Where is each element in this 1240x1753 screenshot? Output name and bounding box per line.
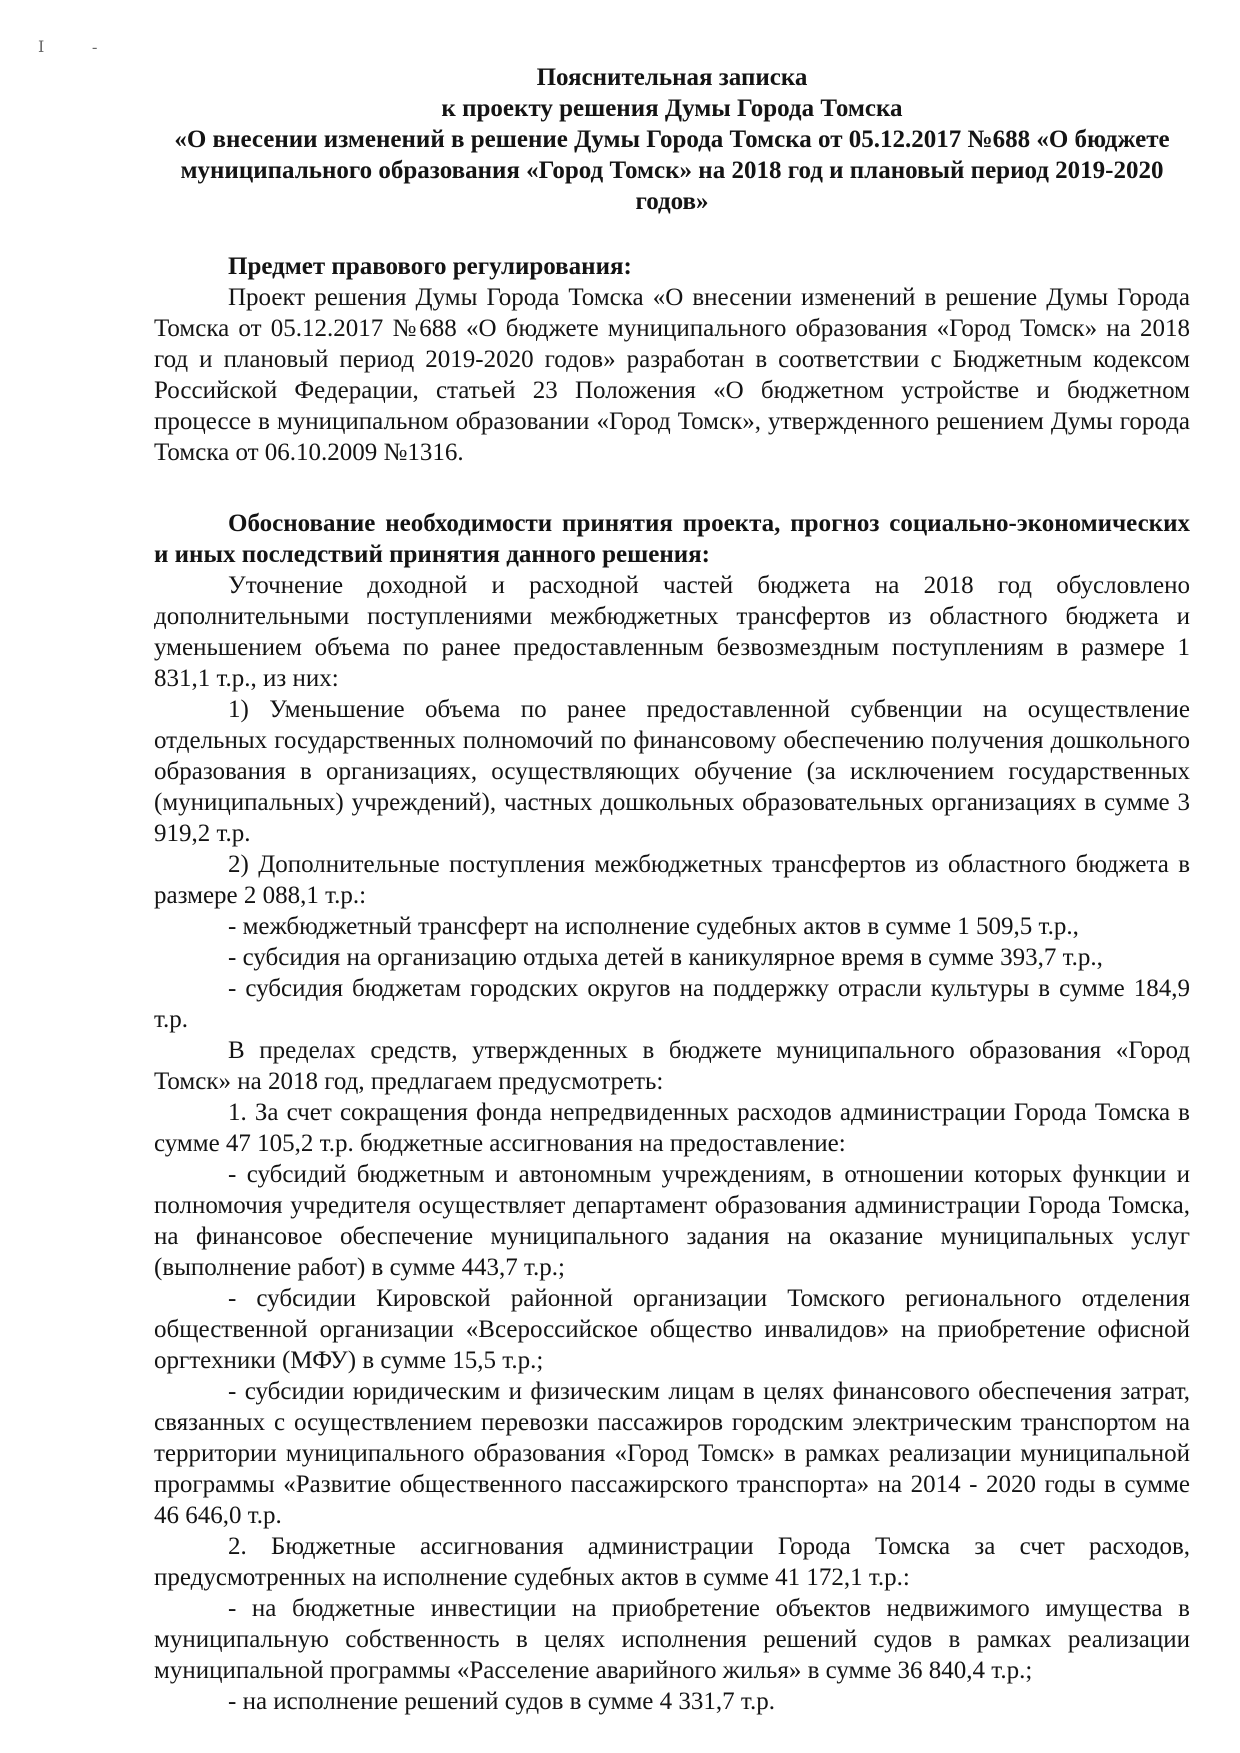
scan-mark-left: Ⅰ (38, 39, 45, 56)
section-paragraph: Проект решения Думы Города Томска «О внесении изменений в решение Думы Города Томска от 05.12.2017 №688 «О бюджете муниципального образования «Город Томск» на 2018 год и плановый период 2019-2020 годов» разработан в соответствии с Бюджетным кодексом Российской Федерации, статьей 23 Положения «О бюджетном устройстве и бюджетном процессе в муниципальном образовании «Город Томск», утвержденного решением Думы города Томска от 06.10.2009 №1316. (154, 284, 1190, 466)
list-item: - субсидий бюджетным и автономным учреждениям, в отношении которых функции и полномочия учредителя осуществляет департамент образования администрации Города Томска, на финансовое обеспечение муниципального задания на оказание муниципальных услуг (выполнение работ) в сумме 443,7 т.р.; (154, 1161, 1190, 1281)
title-line-1: Пояснительная записка (536, 64, 808, 91)
section-paragraph: Уточнение доходной и расходной частей бюджета на 2018 год обусловлено дополнительными поступлениями межбюджетных трансфертов из областного бюджета и уменьшением объема по ранее предоставленным безвозмездным поступлениям в размере 1 831,1 т.р., из них: (154, 572, 1190, 692)
list-item: - субсидии Кировской районной организации Томского регионального отделения общественной организации «Всероссийское общество инвалидов» на приобретение офисной оргтехники (МФУ) в сумме 15,5 т.р.; (154, 1285, 1190, 1374)
title-line-2: к проекту решения Думы Города Томска (441, 95, 903, 122)
list-item: - межбюджетный трансферт на исполнение судебных актов в сумме 1 509,5 т.р., (228, 913, 1079, 940)
list-item: 1) Уменьшение объема по ранее предоставленной субвенции на осуществление отдельных государственных полномочий по финансовому обеспечению получения дошкольного образования в организациях, осуществляющих обучение (за исключением государственных (муниципальных) учреждений), частных дошкольных образовательных организациях в сумме 3 919,2 т.р. (154, 696, 1190, 847)
section-paragraph: В пределах средств, утвержденных в бюджете муниципального образования «Город Томск» на 2018 год, предлагаем предусмотреть: (154, 1037, 1190, 1095)
title-line-3: «О внесении изменений в решение Думы Города Томска от 05.12.2017 №688 «О бюджете муниципального образования «Город Томск» на 2018 год и плановый период 2019-2020 годов» (174, 126, 1170, 215)
section-heading-legal-regulation: Предмет правового регулирования: (228, 253, 632, 280)
list-item: 2) Дополнительные поступления межбюджетных трансфертов из областного бюджета в размере 2 088,1 т.р.: (154, 851, 1190, 909)
list-item: - на бюджетные инвестиции на приобретение объектов недвижимого имущества в муниципальную собственность в целях исполнения решений судов в рамках реализации муниципальной программы «Расселение аварийного жилья» в сумме 36 840,4 т.р.; (154, 1595, 1190, 1684)
list-item: 2. Бюджетные ассигнования администрации Города Томска за счет расходов, предусмотренных на исполнение судебных актов в сумме 41 172,1 т.р.: (154, 1533, 1190, 1591)
list-item: 1. За счет сокращения фонда непредвиденных расходов администрации Города Томска в сумме 47 105,2 т.р. бюджетные ассигнования на предоставление: (154, 1099, 1190, 1157)
list-item: - субсидия бюджетам городских округов на поддержку отрасли культуры в сумме 184,9 т.р. (154, 975, 1190, 1033)
list-item: - субсидия на организацию отдыха детей в каникулярное время в сумме 393,7 т.р., (228, 944, 1103, 971)
list-item: - на исполнение решений судов в сумме 4 331,7 т.р. (228, 1688, 775, 1715)
document-body (154, 62, 1190, 1717)
section-heading-justification: Обоснование необходимости принятия проекта, прогноз социально-экономических и иных последствий принятия данного решения: (154, 510, 1190, 568)
document-title (154, 62, 1190, 217)
list-item: - субсидии юридическим и физическим лицам в целях финансового обеспечения затрат, связанных с осуществлением перевозки пассажиров городским электрическим транспортом на территории муниципального образования «Город Томск» в рамках реализации муниципальной программы «Развитие общественного пассажирского транспорта» на 2014 - 2020 годы в сумме 46 646,0 т.р. (154, 1378, 1190, 1529)
scan-mark-right: - (92, 39, 98, 56)
